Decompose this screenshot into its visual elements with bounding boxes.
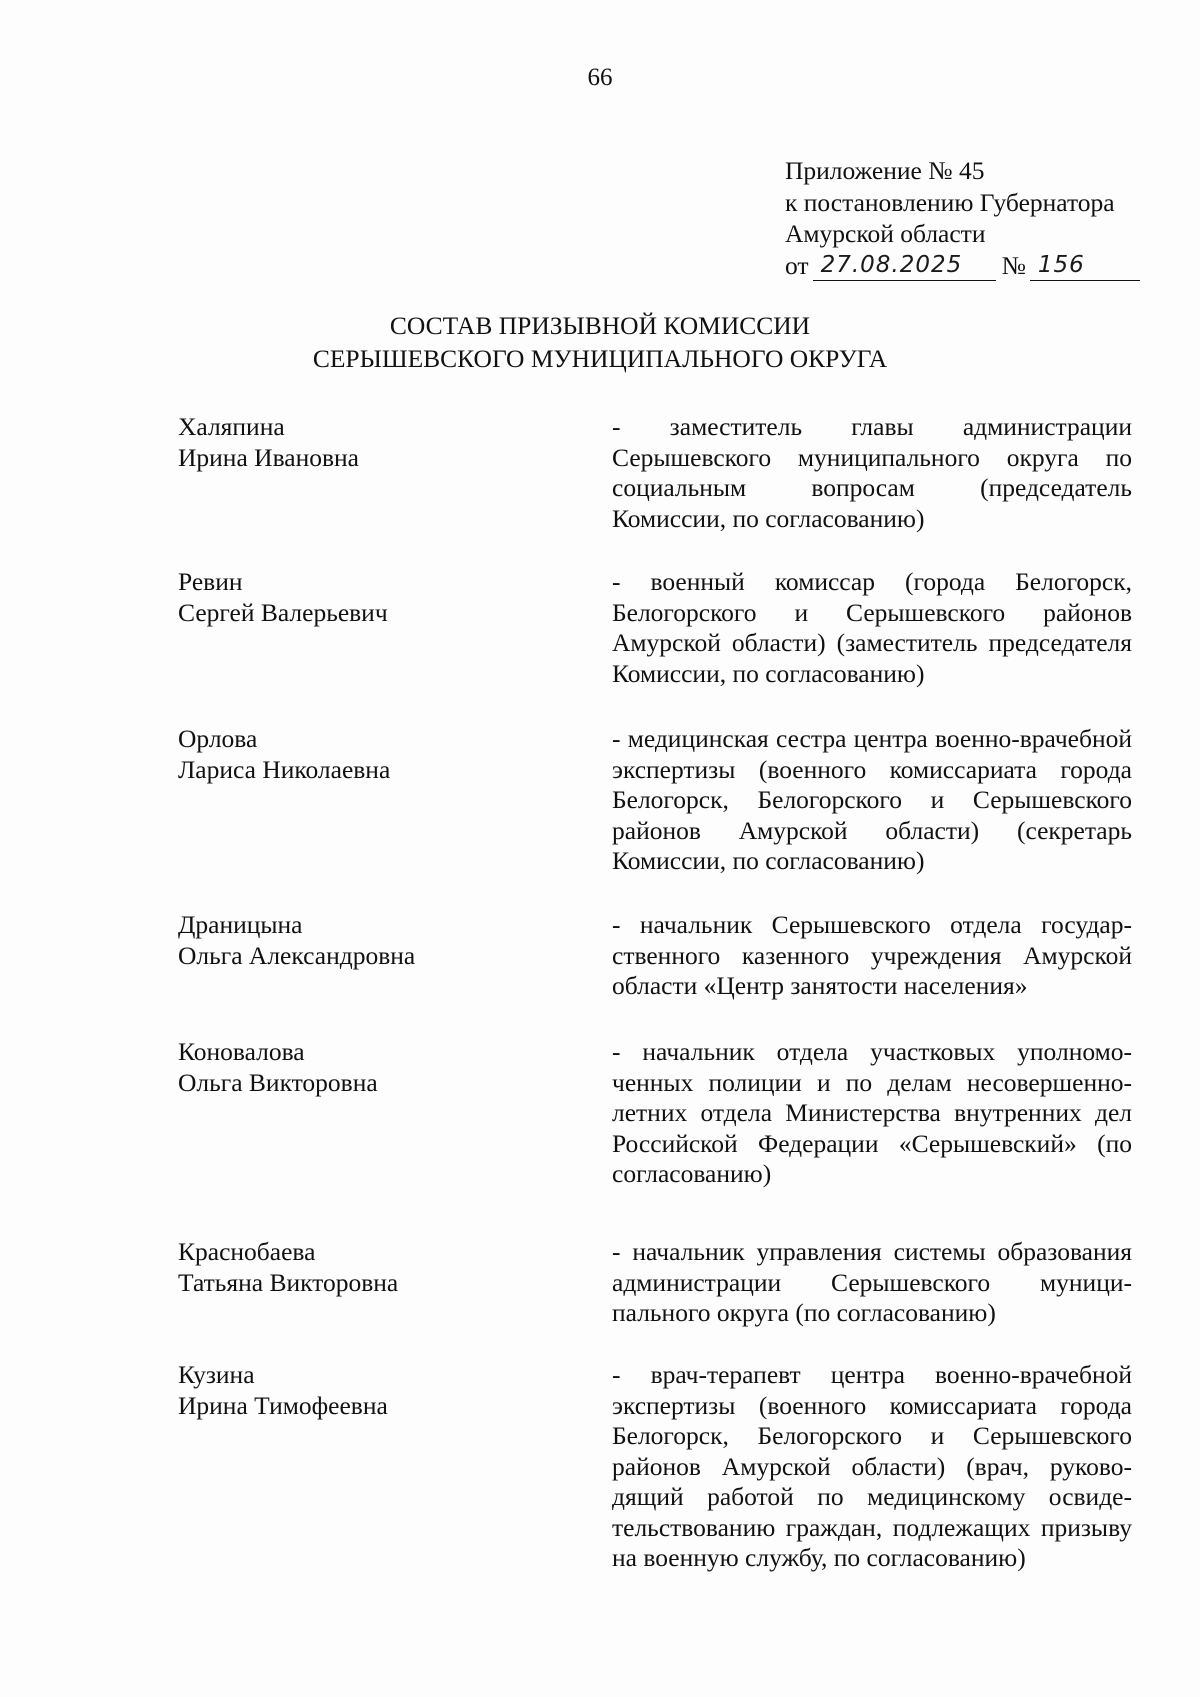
handwritten-date: 27.08.2025 [813, 250, 996, 281]
member-name [178, 724, 578, 785]
handwritten-number: 156 [1030, 250, 1140, 281]
member-role: - начальник отдела участковых уполномоченных полиции и по делам несовершеннолетних отдела Министерства внутренних дел Российской Федерации «Серышевский» (по согласованию) [612, 1037, 1132, 1188]
member-given-names: Ирина Ивановна [178, 442, 359, 472]
title-line-2: СЕРЫШЕВСКОГО МУНИЦИПАЛЬНОГО ОКРУГА [312, 344, 888, 373]
member-name [178, 412, 578, 473]
member-surname: Краснобаева [178, 1237, 316, 1266]
member-role: - заместитель главы администрации Серышевского муниципального округа по социальным вопросам (председатель Комиссии, по согласованию) [612, 412, 1132, 533]
member-given-names: Ирина Тимофеевна [178, 1390, 388, 1420]
member-role: - военный комиссар (города Белогорск, Белогорского и Серышевского районов Амурской области) (заместитель председателя Комиссии, по согласованию) [612, 567, 1132, 688]
member-given-names: Лариса Николаевна [178, 754, 391, 784]
page-number: 66 [587, 64, 613, 91]
member-role: - врач-терапевт центра военно-врачебной экспертизы (военного комиссариата города Белогорск, Белогорского и Серышевского районов Амурской области) (врач, руководящий работой по медицинскому освидетельствованию граждан, подлежащих призыву на военную службу, по согласованию) [612, 1360, 1132, 1572]
member-name [178, 910, 578, 971]
appendix-region: Амурской области [785, 219, 986, 248]
member-role: - медицинская сестра центра военно-врачебной экспертизы (военного комиссариата города Белогорск, Белогорского и Серышевского районов Амурской области) (секретарь Комиссии, по согласованию) [612, 724, 1132, 875]
member-name [178, 1037, 578, 1098]
appendix-header [785, 155, 1185, 281]
title-line-1: СОСТАВ ПРИЗЫВНОЙ КОМИССИИ [389, 311, 811, 340]
member-surname: Коновалова [178, 1037, 305, 1066]
member-given-names: Ольга Викторовна [178, 1067, 378, 1097]
date-prefix: от [785, 250, 809, 280]
member-given-names: Сергей Валерьевич [178, 597, 388, 627]
member-given-names: Ольга Александровна [178, 940, 416, 970]
appendix-decree-reference: к постановлению Губернатора [785, 187, 1115, 217]
member-name [178, 1360, 578, 1421]
member-surname: Орлова [178, 724, 258, 753]
appendix-date-number-line [785, 250, 1185, 282]
number-prefix: № [1001, 250, 1026, 280]
member-name [178, 1237, 578, 1298]
member-surname: Драницына [178, 910, 303, 939]
member-name [178, 567, 578, 628]
member-role: - начальник Серышевского отдела государственного казенного учреждения Амурской области «Центр занятости населения» [612, 910, 1132, 1000]
member-surname: Кузина [178, 1360, 255, 1389]
member-given-names: Татьяна Викторовна [178, 1267, 399, 1297]
member-surname: Ревин [178, 567, 243, 596]
appendix-title: Приложение № 45 [785, 156, 985, 185]
document-title [0, 309, 1200, 375]
member-surname: Халяпина [178, 412, 285, 441]
member-role: - начальник управления системы образования администрации Серышевского муниципального округа (по согласованию) [612, 1237, 1132, 1327]
